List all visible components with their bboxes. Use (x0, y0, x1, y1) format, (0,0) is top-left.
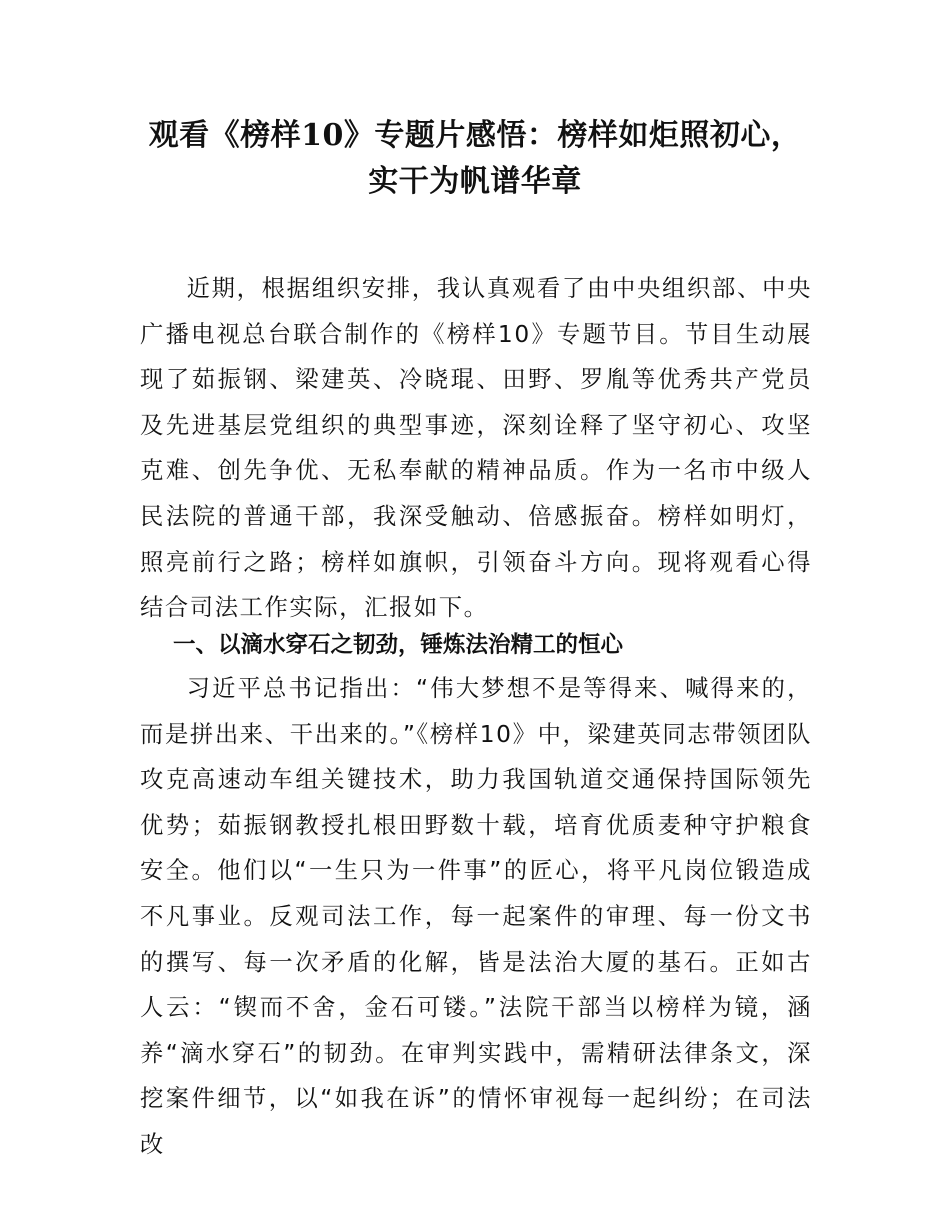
document-title-line-1: 观看《榜样10》专题片感悟：榜样如炬照初心， (148, 118, 802, 153)
paragraph-intro: 近期，根据组织安排，我认真观看了由中央组织部、中央广播电视总台联合制作的《榜样10》专题节目。节目生动展现了茹振钢、梁建英、冷晓琨、田野、罗胤等优秀共产党员及先进基层党组织的典型事迹，深刻诠释了坚守初心、攻坚克难、创先争优、无私奉献的精神品质。作为一名市中级人民法院的普通干部，我深受触动、倍感振奋。榜样如明灯，照亮前行之路；榜样如旗帜，引领奋斗方向。现将观看心得结合司法工作实际，汇报如下。 (140, 275, 812, 622)
document-title-line-2: 实干为帆谱华章 (368, 164, 582, 199)
section-heading-1: 一、以滴水穿石之韧劲，锤炼法治精工的恒心 (173, 632, 624, 658)
paragraph-section-1: 习近平总书记指出：“伟大梦想不是等得来、喊得来的，而是拼出来、干出来的。”《榜样10》中，梁建英同志带领团队攻克高速动车组关键技术，助力我国轨道交通保持国际领先优势；茹振钢教授扎根田野数十载，培育优质麦种守护粮食安全。他们以“一生只为一件事”的匠心，将平凡岗位锻造成不凡事业。反观司法工作，每一起案件的审理、每一份文书的撰写、每一次矛盾的化解，皆是法治大厦的基石。正如古人云：“锲而不舍，金石可镂。”法院干部当以榜样为镜，涵养“滴水穿石”的韧劲。在审判实践中，需精研法律条文，深挖案件细节，以“如我在诉”的情怀审视每一起纠纷；在司法改 (140, 675, 812, 1158)
